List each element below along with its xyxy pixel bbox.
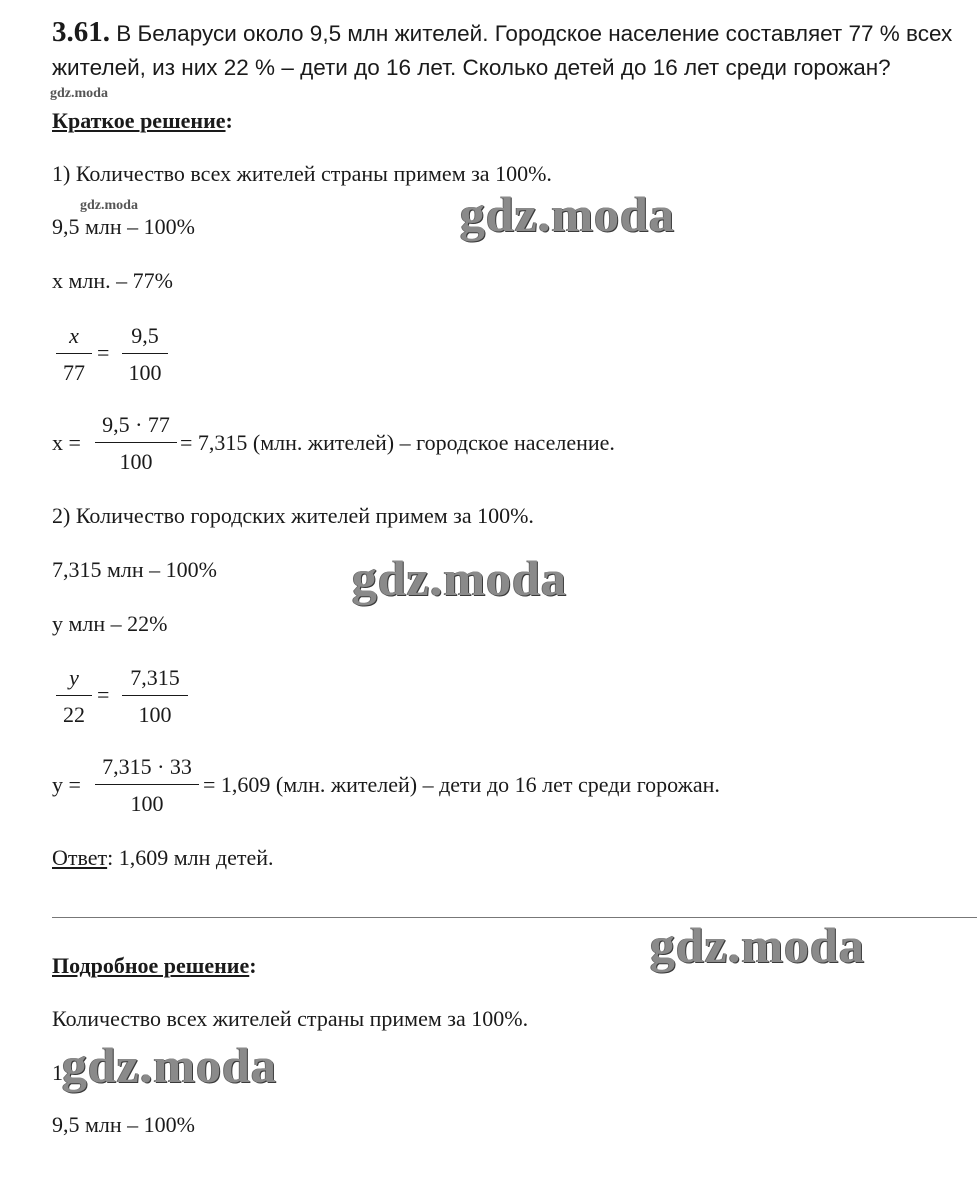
answer-line — [52, 845, 274, 871]
step-2-text: 2) Количество городских жителей примем за 100%. — [52, 503, 534, 528]
watermark-big-2: gdz.moda — [352, 550, 567, 606]
fraction-1-lhs-num: x — [69, 323, 79, 348]
short-solution-header: Краткое решение — [52, 108, 226, 133]
calc-1-prefix: x = — [52, 430, 81, 455]
proportion-2a: 7,315 млн – 100% — [52, 557, 217, 582]
fraction-2-lhs-den: 22 — [63, 702, 85, 727]
detailed-solution-header: Подробное решение — [52, 953, 250, 978]
detailed-solution-title — [52, 953, 257, 979]
watermark-small-1: gdz.moda — [50, 86, 108, 101]
fraction-2-eq: = — [97, 682, 110, 707]
detailed-solution-colon: : — [249, 953, 257, 978]
fraction-2-rhs — [122, 665, 188, 728]
calc-1-result: = 7,315 (млн. жителей) – городское население. — [180, 430, 615, 455]
fraction-2-rhs-den: 100 — [138, 702, 172, 727]
detailed-line-1: Количество всех жителей страны примем за 100%. — [52, 1006, 529, 1031]
detailed-line-2: 9,5 млн – 100% — [52, 1112, 195, 1137]
watermark-big-4: gdz.moda — [62, 1037, 277, 1093]
problem-text-1: В Беларуси около 9,5 млн жителей. Городское население составляет 77 % всех — [116, 21, 953, 46]
fraction-2-lhs — [56, 665, 92, 728]
fraction-1-lhs-den: 77 — [63, 360, 85, 385]
problem-line-1 — [52, 16, 952, 50]
fraction-1-rhs-den: 100 — [128, 360, 162, 385]
fraction-bar — [122, 353, 168, 354]
short-solution-colon: : — [225, 108, 233, 133]
fraction-2-rhs-num: 7,315 — [130, 665, 180, 690]
problem-number: 3.61. — [52, 16, 110, 48]
calc-1-den: 100 — [119, 449, 153, 474]
fraction-1-rhs-num: 9,5 — [131, 323, 159, 348]
watermark-big-1: gdz.moda — [460, 186, 675, 242]
fraction-1-eq: = — [97, 340, 110, 365]
watermark-big-3: gdz.moda — [650, 917, 865, 973]
proportion-1a: 9,5 млн – 100% — [52, 214, 195, 239]
fraction-1-lhs — [56, 323, 92, 386]
fraction-bar — [95, 442, 177, 443]
calc-2-result: = 1,609 (млн. жителей) – дети до 16 лет среди горожан. — [203, 772, 720, 797]
detailed-step-marker: 1 — [52, 1060, 63, 1085]
calc-1-num: 9,5 · 77 — [102, 412, 170, 437]
calc-2-den: 100 — [130, 791, 164, 816]
calc-2-fraction — [95, 754, 199, 817]
short-solution-title — [52, 108, 233, 134]
fraction-bar — [95, 784, 199, 785]
calc-2-prefix: у = — [52, 772, 81, 797]
answer-label: Ответ — [52, 845, 108, 870]
fraction-2-lhs-num: y — [69, 665, 79, 690]
step-1-text: 1) Количество всех жителей страны примем за 100%. — [52, 161, 552, 186]
watermark-small-2: gdz.moda — [80, 198, 138, 213]
calc-2-num: 7,315 · 33 — [102, 754, 192, 779]
calc-1-fraction — [95, 412, 177, 475]
problem-text-2: жителей, из них 22 % – дети до 16 лет. Сколько детей до 16 лет среди горожан? — [52, 55, 891, 80]
answer-text: : 1,609 млн детей. — [107, 845, 274, 870]
fraction-bar — [122, 695, 188, 696]
fraction-bar — [56, 353, 92, 354]
proportion-1b: х млн. – 77% — [52, 268, 173, 293]
proportion-2b: у млн – 22% — [52, 611, 168, 636]
fraction-1-rhs — [122, 323, 168, 386]
fraction-bar — [56, 695, 92, 696]
